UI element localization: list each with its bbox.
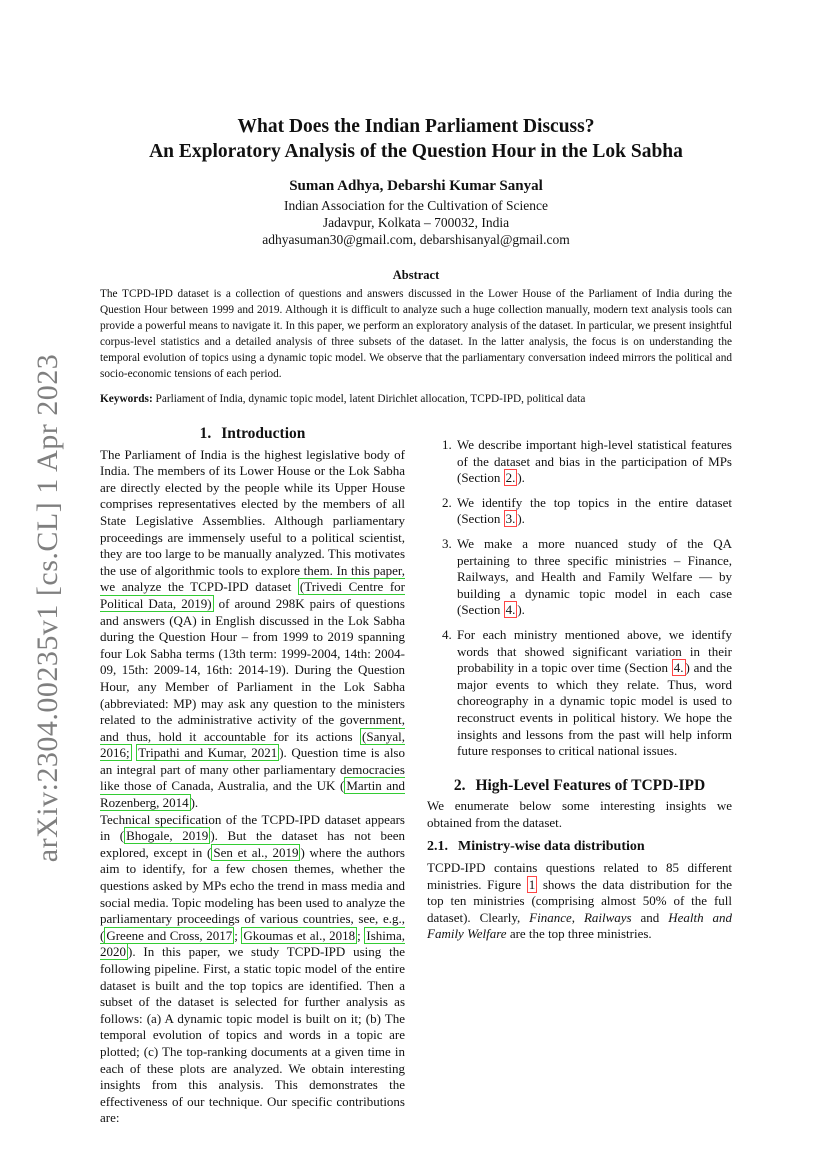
arxiv-side-stamp: arXiv:2304.00235v1 [cs.CL] 1 Apr 2023: [31, 353, 65, 863]
keywords-label: Keywords:: [100, 393, 153, 405]
title-line-2: An Exploratory Analysis of the Question Hour in the Lok Sabha: [149, 141, 683, 162]
paper-title: [100, 114, 732, 164]
citation-trivedi[interactable]: (Trivedi Centre for Political Data, 2019): [100, 579, 405, 611]
section-2-number: 2.: [453, 776, 466, 794]
list-item: 4. For each ministry mentioned above, we identify words that showed significant variation in their probability in a topic over time (Section 4. ) and the major events to which they relate. Thus, word choreography in a dynamic topic model is used to reconstruct events in political history. We hope the insights and lessons from the past will help inform future responses to critical national issues.: [455, 627, 732, 760]
list-item: 1. We describe important high-level statistical features of the dataset and bias in the participation of MPs (Section 2. ).: [455, 437, 732, 487]
left-column: [100, 426, 405, 1127]
subsection-2-1-title: Ministry-wise data distribution: [458, 839, 645, 855]
subsection-2-1-heading: [427, 839, 732, 856]
address: Jadavpur, Kolkata – 700032, India: [322, 215, 510, 230]
list-item: 2. We identify the top topics in the entire dataset (Section 3. ).: [455, 495, 732, 528]
emails: adhyasuman30@gmail.com, debarshisanyal@gmail.com: [262, 232, 570, 247]
citation-tripathi[interactable]: Tripathi and Kumar, 2021: [138, 745, 278, 761]
right-column: [427, 429, 732, 943]
section-2-title: High-Level Features of TCPD-IPD: [475, 776, 706, 794]
abstract-text: The TCPD-IPD dataset is a collection of questions and answers discussed in the Lower House of the Parliament of India during the Question Hour between 1999 and 2019. Although it is difficult to analyze such a huge collection manually, modern text analysis tools can provide a powerful means to navigate it. In this paper, we perform an exploratory analysis of the dataset. In particular, we present insightful corpus-level statistics and a detailed analysis of three subsets of the dataset. In the latter analysis, the focus is on understanding the temporal evolution of topics using a dynamic topic model. We observe that the parliamentary conversation indeed mirrors the political and socio-economic tensions of each period.: [100, 288, 732, 380]
affiliation: Indian Association for the Cultivation of Science: [284, 198, 548, 213]
citation-sen[interactable]: Sen et al., 2019: [213, 844, 299, 860]
citation-bhogale[interactable]: Bhogale, 2019: [126, 828, 209, 844]
section-1-heading: [100, 426, 405, 443]
section-2: [427, 778, 732, 943]
citation-greene[interactable]: Greene and Cross, 2017: [106, 927, 233, 943]
subsection-2-1-number: 2.1.: [427, 839, 448, 855]
figure-ref-link[interactable]: 1: [528, 876, 536, 892]
citation-gkoumas[interactable]: Gkoumas et al., 2018: [243, 927, 356, 943]
section-2-heading: [427, 778, 732, 795]
citation-martin[interactable]: Martin and Rozenberg, 2014: [100, 778, 406, 811]
intro-paragraph-1: The Parliament of India is the highest legislative body of India. The members of its Lower House or the Lok Sabha are directly elected by the people while its Upper House comprises representatives elected by the members of all State Legislative Assemblies. Although parliamentary proceedings are immensely useful to a political scientist, they are too large to be manually analyzed. This motivates the use of algorithmic tools to explore them. In this paper, we analyze the TCPD-IPD dataset (Trivedi Centre for Political Data, 2019) of around 298K pairs of questions and answers (QA) in English discussed in the Lok Sabha during the Question Hour – from 1999 to 2019 spanning four Lok Sabha terms (13th term: 1999-2004, 14th: 2004-09, 15th: 2009-14, 16th: 2014-19). During the Question Hour, any Member of Parliament in the Lok Sabha (abbreviated: MP) may ask any question to the ministers related to the administrative activity of the government, and thus, hold it accountable for its actions (Sanyal, 2016; Tripathi and Kumar, 2021 ). Question time is also an integral part of many other parliamentary democracies like those of Canada, Australia, and the UK ( Martin and Rozenberg, 2014 ).: [100, 446, 406, 811]
title-line-1: What Does the Indian Parliament Discuss?: [237, 116, 595, 137]
intro-paragraph-2: Technical specification of the TCPD-IPD dataset appears in ( Bhogale, 2019 ). But the dataset has not been explored, except in ( Sen et al., 2019 ) where the authors aim to identify, for a few chosen themes, whether the questions asked by MPs echo the trend in mass media and social media. Topic modeling has been used to analyze the parliamentary proceedings of various countries, see, e.g., ( Greene and Cross, 2017 ; Gkoumas et al., 2018 ; Ishima, 2020 ). In this paper, we study TCPD-IPD using the following pipeline. First, a static topic model of the entire dataset is built and the top topics are identified. Then a subset of the dataset is selected for further analysis as follows: (a) A dynamic topic model is built on it; (b) The temporal evolution of topics and words in a topic are plotted; (c) The top-ranking documents at a given time in each of these plots are analyzed. We obtain interesting insights from this analysis. This demonstrates the effectiveness of our technique. Our specific contributions are:: [100, 811, 405, 1126]
author-names: Suman Adhya, Debarshi Kumar Sanyal: [289, 178, 543, 194]
citation-ishima[interactable]: Ishima, 2020: [100, 927, 405, 960]
section-ref-link[interactable]: 4.: [505, 602, 516, 618]
subsection-2-1-paragraph: TCPD-IPD contains questions related to 85 different ministries. Figure 1 shows the data distribution for the top ten ministries (comprising almost 50% of the full dataset). Clearly, Finance, Railways and Health and Family Welfare are the top three ministries.: [427, 860, 732, 942]
section-1-title: Introduction: [221, 425, 306, 442]
section-ref-link[interactable]: 2.: [505, 470, 516, 486]
keywords-text: Parliament of India, dynamic topic model, latent Dirichlet allocation, TCPD-IPD, political data: [152, 393, 586, 405]
keywords: [100, 393, 732, 405]
list-item: 3. We make a more nuanced study of the QA pertaining to three specific ministries – Finance, Railways, and Health and Family Welfare — by building a dynamic topic model in each case (Section 4. ).: [455, 536, 732, 619]
section-1-number: 1.: [199, 425, 212, 442]
citation-sanyal[interactable]: (Sanyal, 2016;: [100, 728, 405, 761]
contributions-list: [427, 437, 732, 760]
abstract-heading: Abstract: [392, 268, 440, 282]
section-ref-link[interactable]: 4.: [673, 660, 684, 676]
section-2-intro: We enumerate below some interesting insights we obtained from the dataset.: [427, 798, 732, 830]
author-block: [100, 178, 732, 248]
section-ref-link[interactable]: 3.: [505, 511, 516, 527]
